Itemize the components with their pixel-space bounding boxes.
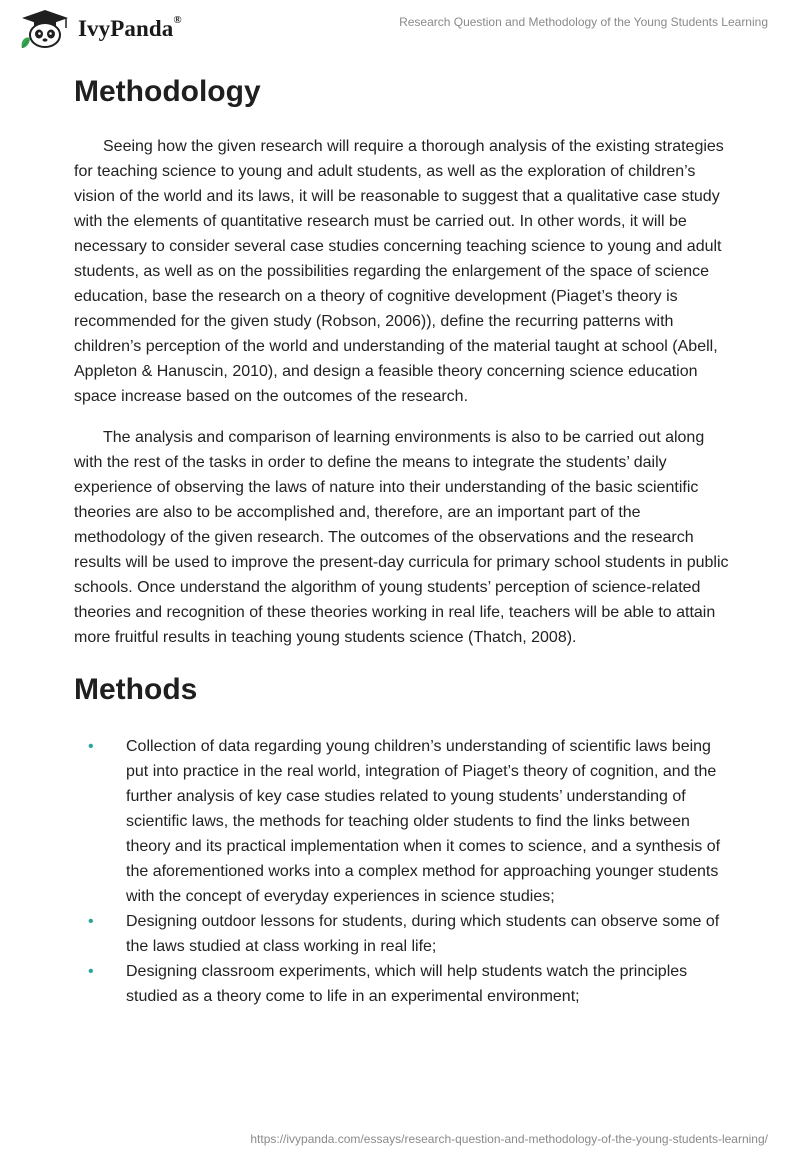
bullet-icon: • (88, 738, 94, 755)
list-item (74, 959, 734, 1009)
page-header (0, 0, 800, 60)
ivypanda-logo[interactable] (16, 8, 182, 50)
paragraph: Seeing how the given research will require a thorough analysis of the existing strategies for teaching science to young and adult students, as well as the exploration of children’s vision of the world and its laws, it will be reasonable to suggest that a qualitative case study with the elements of quantitative research must be carried out. In other words, it will be necessary to consider several case studies concerning teaching science to young and adult students, as well as on the possibilities regarding the enlargement of the space of science education, base the research on a theory of cognitive development (Piaget’s theory is recommended for the given study (Robson, 2006)), define the recurring patterns with children’s perception of the world and understanding of the material taught at school (Abell, Appleton & Hanuscin, 2010), and design a feasible theory concerning science education space increase based on the outcomes of the research. (74, 138, 724, 405)
list-item (74, 909, 734, 959)
list-item-text: Collection of data regarding young children’s understanding of scientific laws being put into practice in the real world, integration of Piaget’s theory of cognition, and the further analysis of key case studies related to young students’ understanding of scientific laws, the methods for teaching older students to find the links between theory and its practical implementation when it comes to science, and a synthesis of the aforementioned works into a complex method for approaching younger students with the concept of everyday experiences in science studies; (126, 738, 721, 905)
article-content (74, 72, 734, 1009)
source-url[interactable]: https://ivypanda.com/essays/research-question-and-methodology-of-the-young-students-learning/ (250, 1132, 768, 1146)
list-item-text: Designing classroom experiments, which will help students watch the principles studied as a theory come to life in an experimental environment; (126, 963, 688, 1005)
methods-list (74, 734, 734, 1009)
panda-mascot-icon (16, 8, 74, 50)
bullet-icon: • (88, 913, 94, 930)
bullet-icon: • (88, 963, 94, 980)
paragraph: The analysis and comparison of learning environments is also to be carried out along with the rest of the tasks in order to define the means to integrate the students’ daily experience of observing the laws of nature into their understanding of the basic scientific theories are also to be accomplished and, therefore, are an important part of the methodology of the given research. The outcomes of the observations and the research results will be used to improve the present-day curricula for primary school students in public schools. Once understand the algorithm of young students’ perception of science-related theories and recognition of these theories working in real life, teachers will be able to attain more fruitful results in teaching young students science (Thatch, 2008). (74, 429, 729, 646)
list-item (74, 734, 734, 909)
section-heading-methodology: Methodology (74, 75, 261, 108)
list-item-text: Designing outdoor lessons for students, during which students can observe some of the laws studied at class working in real life; (126, 913, 720, 955)
document-title: Research Question and Methodology of the Young Students Learning (399, 15, 768, 29)
brand-name: IvyPanda® (78, 14, 182, 41)
section-heading-methods: Methods (74, 673, 198, 706)
